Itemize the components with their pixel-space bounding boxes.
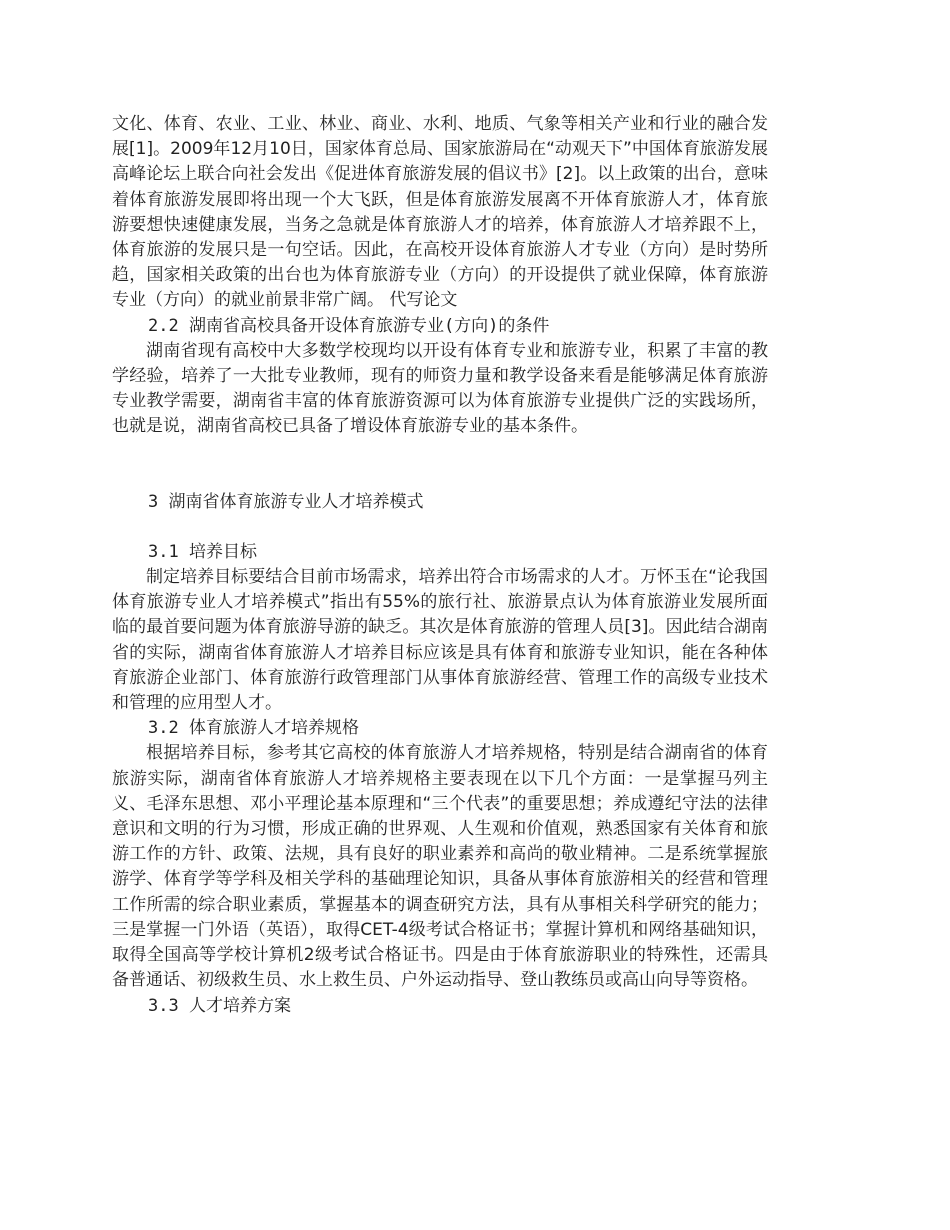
document-page	[112, 112, 768, 1019]
paragraph-training-specs: 根据培养目标，参考其它高校的体育旅游人才培养规格，特别是结合湖南省的体育旅游实际，湖南省体育旅游人才培养规格主要表现在以下几个方面：一是掌握马列主义、毛泽东思想、邓小平理论基本原理和“三个代表”的重要思想；养成遵纪守法的法律意识和文明的行为习惯，形成正确的世界观、人生观和价值观，熟悉国家有关体育和旅游工作的方针、政策、法规，具有良好的职业素养和高尚的敬业精神。二是系统掌握旅游学、体育学等学科及相关学科的基础理论知识，具备从事体育旅游相关的经营和管理工作所需的综合职业素质，掌握基本的调查研究方法，具有从事相关科学研究的能力；三是掌握一门外语（英语），取得CET-4级考试合格证书；掌握计算机和网络基础知识，取得全国高等学校计算机2级考试合格证书。四是由于体育旅游职业的特殊性，还需具备普通话、初级救生员、水上救生员、户外运动指导、登山教练员或高山向导等资格。	[112, 743, 768, 991]
section-heading-2-2: 2.2 湖南省高校具备开设体育旅游专业(方向)的条件	[148, 315, 550, 336]
paragraph-industry-integration: 文化、体育、农业、工业、林业、商业、水利、地质、气象等相关产业和行业的融合发展[1]。2009年12月10日，国家体育总局、国家旅游局在“动观天下”中国体育旅游发展高峰论坛上联合向社会发出《促进体育旅游发展的倡议书》[2]。以上政策的出台，意味着体育旅游发展即将出现一个大飞跃，但是体育旅游发展离不开体育旅游人才，体育旅游要想快速健康发展，当务之急就是体育旅游人才的培养，体育旅游人才培养跟不上，体育旅游的发展只是一句空话。因此，在高校开设体育旅游人才专业（方向）是时势所趋，国家相关政策的出台也为体育旅游专业（方向）的开设提供了就业保障，体育旅游专业（方向）的就业前景非常广阔。 代写论文	[112, 114, 768, 311]
paragraph-conditions: 湖南省现有高校中大多数学校现均以开设有体育专业和旅游专业，积累了丰富的教学经验，培养了一大批专业教师，现有的师资力量和教学设备来看是能够满足体育旅游专业教学需要，湖南省丰富的体育旅游资源可以为体育旅游专业提供广泛的实践场所，也就是说，湖南省高校已具备了增设体育旅游专业的基本条件。	[112, 340, 768, 437]
section-heading-3-1: 3.1 培养目标	[148, 541, 257, 562]
paragraph-training-goal: 制定培养目标要结合目前市场需求，培养出符合市场需求的人才。万怀玉在“论我国体育旅游专业人才培养模式”指出有55%的旅行社、旅游景点认为体育旅游业发展所面临的最首要问题为体育旅游导游的缺乏。其次是体育旅游的管理人员[3]。因此结合湖南省的实际，湖南省体育旅游人才培养目标应该是具有体育和旅游专业知识，能在各种体育旅游企业部门、体育旅游行政管理部门从事体育旅游经营、管理工作的高级专业技术和管理的应用型人才。	[112, 567, 768, 714]
section-heading-3-2: 3.2 体育旅游人才培养规格	[148, 718, 359, 739]
chapter-heading-3: 3 湖南省体育旅游专业人才培养模式	[148, 491, 424, 512]
section-heading-3-3: 3.3 人才培养方案	[148, 995, 291, 1016]
